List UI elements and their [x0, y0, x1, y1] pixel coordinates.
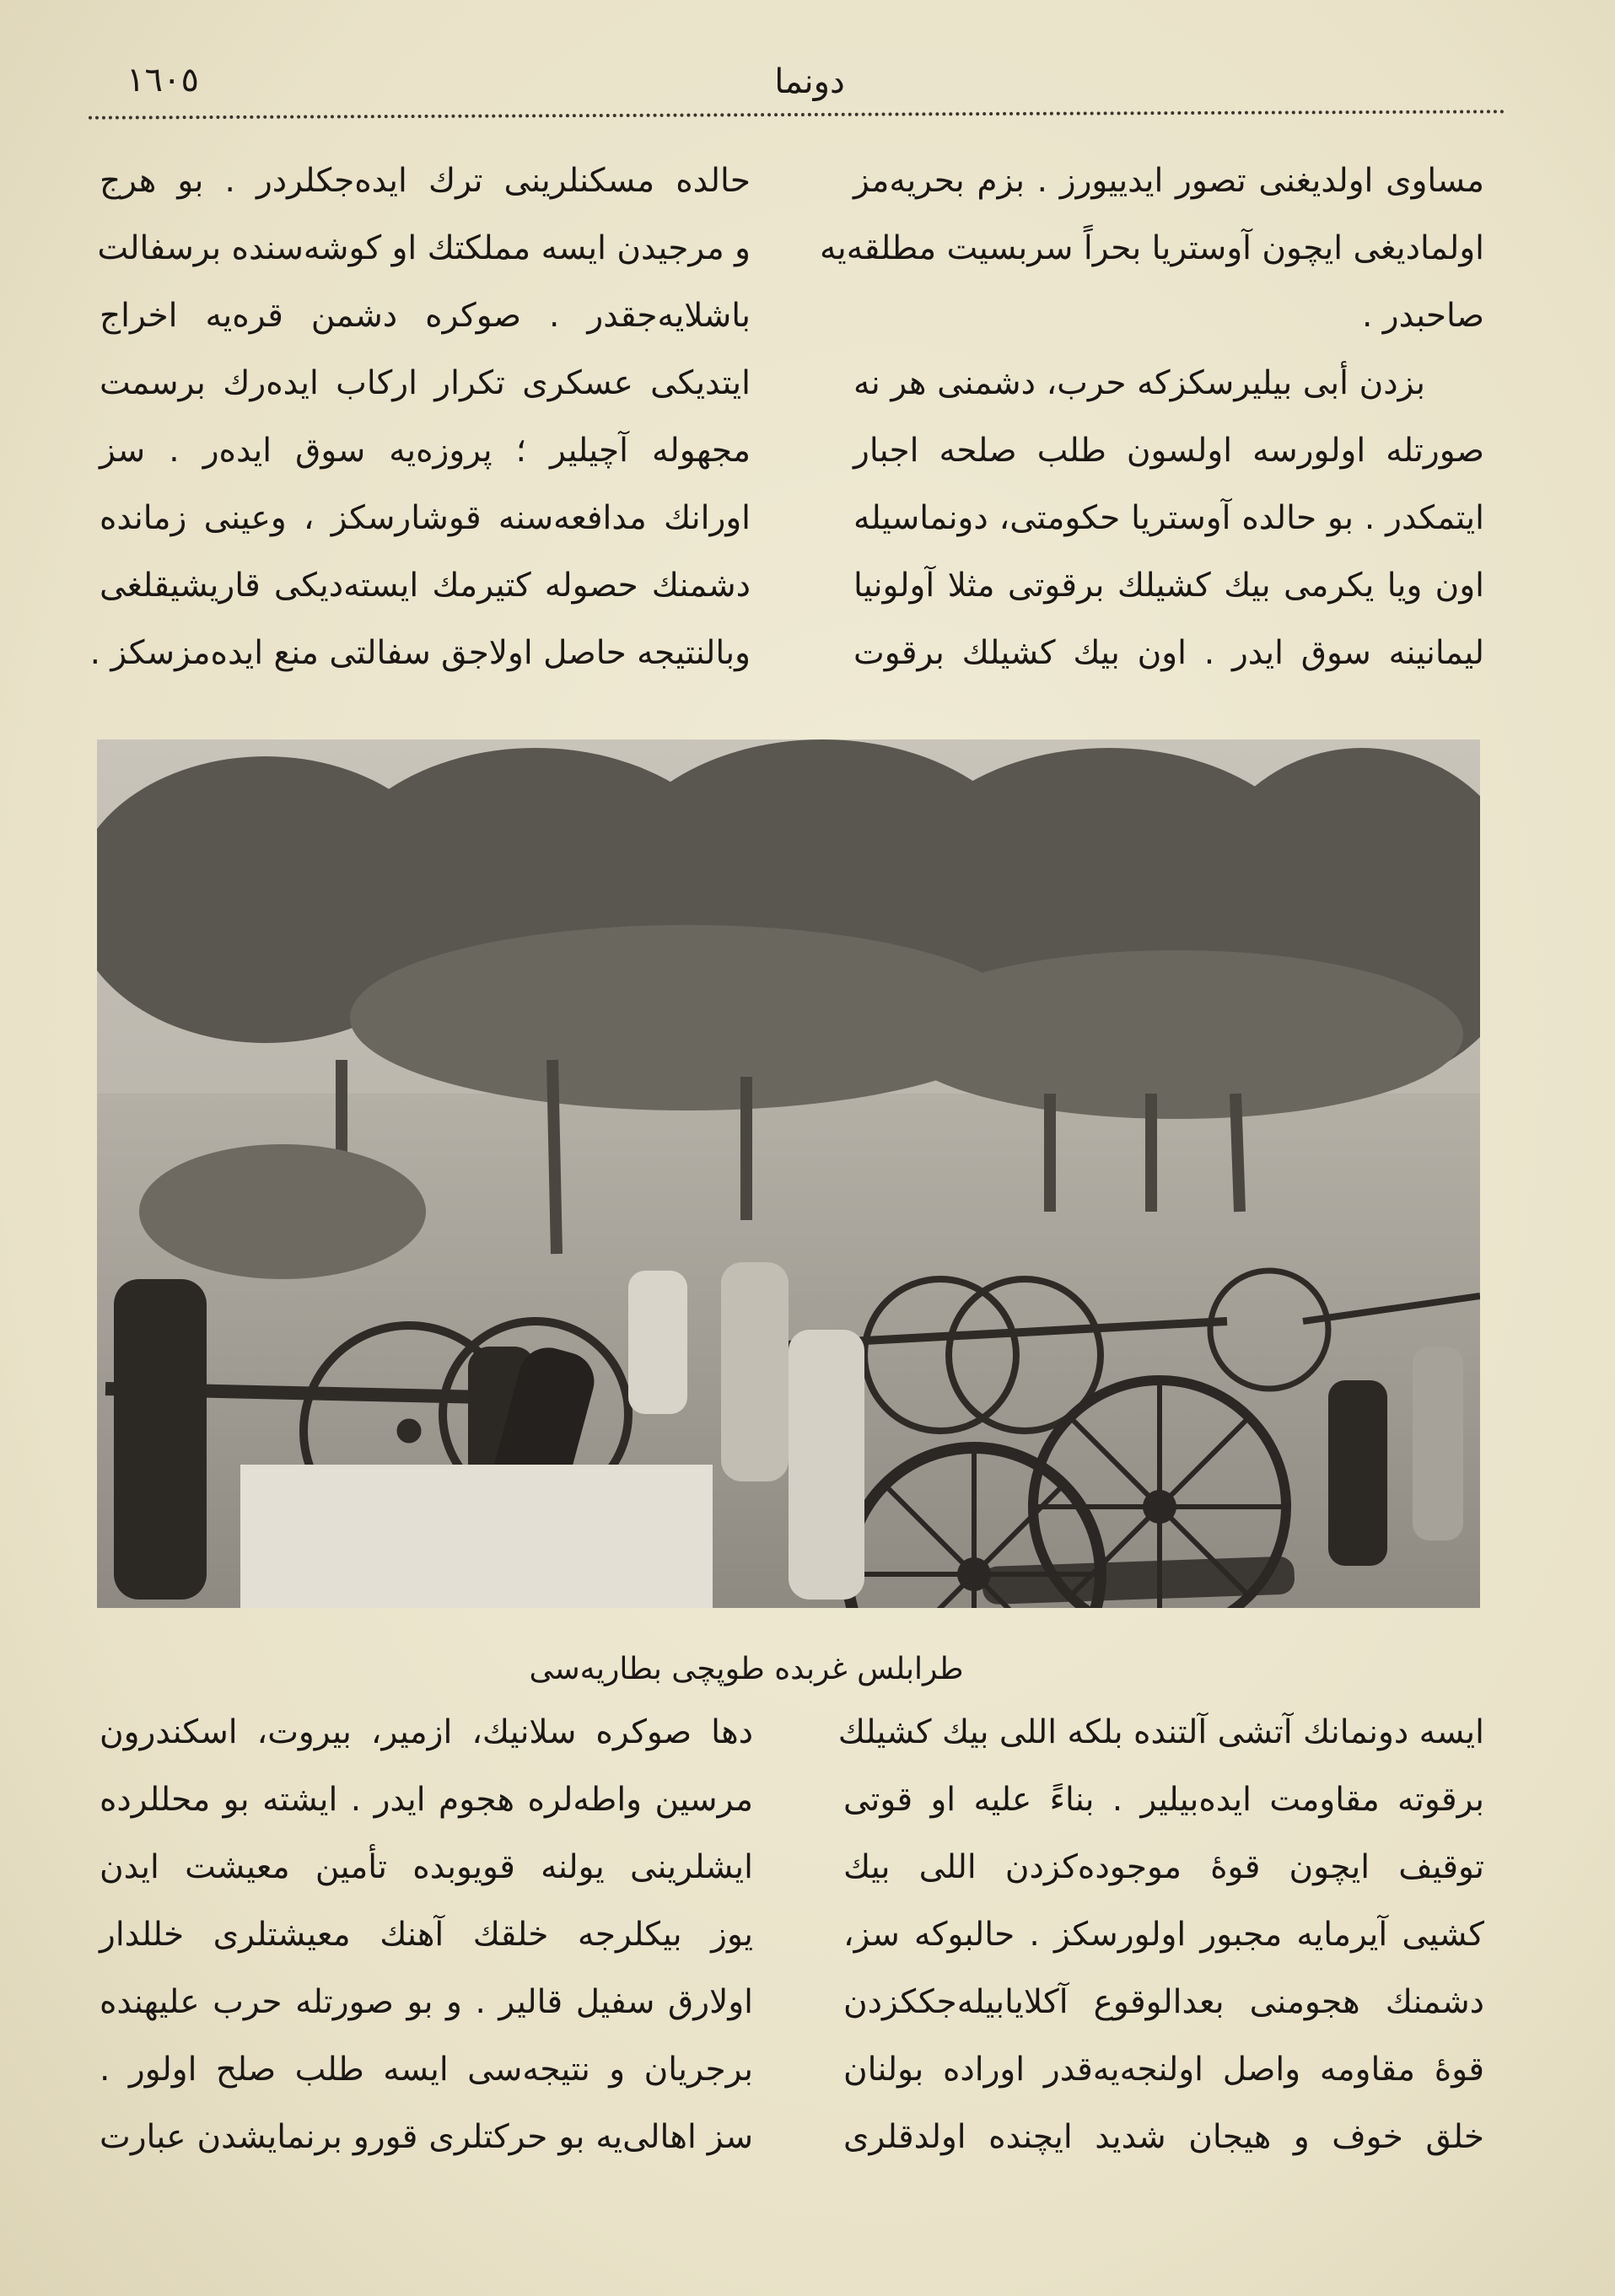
text-line: برجریان و نتیجه‌سی ایسه طلب صلح اولور .	[100, 2051, 753, 2089]
text-line: سز اهالی‌یه بو حرکتلری قورو برنمایشدن عبارت	[100, 2118, 753, 2156]
text-line: دشمنك هجومنی بعدالوقوع آکلایابیله‌جککزدن	[843, 1983, 1484, 2021]
column-bottom-right	[837, 1699, 1484, 2171]
text-line: توقیف ایچون قوهٔ موجوده‌کزدن اللی بیك	[843, 1848, 1484, 1886]
page-number: ١٦٠٥	[127, 61, 199, 99]
column-top-left	[89, 148, 751, 687]
running-title: دونما	[774, 62, 845, 101]
column-top-right	[819, 148, 1484, 687]
text-line: اون ویا یکرمی بیك کشیلك برقوتی مثلا آولونیا	[853, 567, 1484, 605]
text-line: اورانك مدافعه‌سنه قوشارسکز ، وعینی زمانده	[100, 499, 751, 537]
text-line: مرسین واطه‌لره هجوم ایدر . ایشته بو محللرده	[100, 1781, 753, 1819]
artillery-battery-photo	[97, 739, 1480, 1608]
text-line: صورتله اولورسه اولسون طلب صلحه اجبار	[853, 432, 1484, 470]
text-line: دشمنك حصوله کتیرمك ایسته‌دیکی قاریشیقلغی	[100, 567, 751, 605]
text-line: ایتمکدر . بو حالده آوستریا حکومتی، دونماسیله	[853, 499, 1484, 537]
text-line: حالده مسکنلرینی ترك ایده‌جکلردر . بو هرج	[100, 162, 751, 200]
text-line: مساوی اولدیغنی تصور ایدییورز . بزم بحریه‌مز	[853, 162, 1484, 200]
text-line: برقوته مقاومت ایده‌بیلیر . بناءً علیه او قوتی	[843, 1781, 1484, 1819]
photo-caption: طرابلس غربده طوپچی بطاریه‌سی	[529, 1652, 964, 1686]
text-line: مجهوله آچیلیر ؛ پروزه‌یه سوق ایده‌ر . سز	[100, 432, 751, 470]
text-line: خلق خوف و هیجان شدید ایچنده اولدقلری	[843, 2118, 1484, 2156]
text-line: دها صوکره سلانیك، ازمیر، بیروت، اسکندرون	[100, 1713, 753, 1751]
background-crowd	[139, 1144, 426, 1279]
text-line: و مرجیدن ایسه مملکتك او کوشه‌سنده برسفالت	[97, 229, 751, 267]
text-line: یوز بیکلرجه خلقك آهنك معیشتلری خللدار	[100, 1916, 753, 1954]
text-line: ایتدیکی عسکری تکرار ارکاب ایده‌رك برسمت	[100, 364, 751, 402]
retouched-patch	[240, 1465, 713, 1608]
text-line: باشلایه‌جقدر . صوکره دشمن قره‌یه اخراج	[100, 297, 751, 335]
text-line: بزدن أبی بیلیرسکزکه حرب، دشمنی هر نه	[853, 364, 1425, 402]
text-line: صاحبدر .	[1362, 297, 1484, 335]
text-line: کشیی آیرمایه مجبور اولورسکز . حالبوکه سز،	[843, 1916, 1484, 1954]
text-line: وبالنتیجه حاصل اولاجق سفالتی منع ایده‌مزسکز .	[89, 634, 751, 672]
column-bottom-left	[100, 1699, 753, 2171]
text-line: ایسه دونمانك آتشی آلتنده بلکه اللی بیك کشیلك	[837, 1713, 1484, 1751]
text-line: ایشلرینی یولنه قویوبده تأمین معیشت ایدن	[100, 1848, 753, 1886]
text-line: اولارق سفیل قالیر . و بو صورتله حرب علیهنده	[100, 1983, 753, 2021]
text-line: اولمادیغی ایچون آوستریا بحراً سربسیت مطلقه‌یه	[819, 229, 1484, 267]
text-line: لیمانینه سوق ایدر . اون بیك کشیلك برقوت	[853, 634, 1484, 672]
text-line: قوهٔ مقاومه واصل اولنجه‌یه‌قدر اوراده بولنان	[843, 2051, 1484, 2089]
